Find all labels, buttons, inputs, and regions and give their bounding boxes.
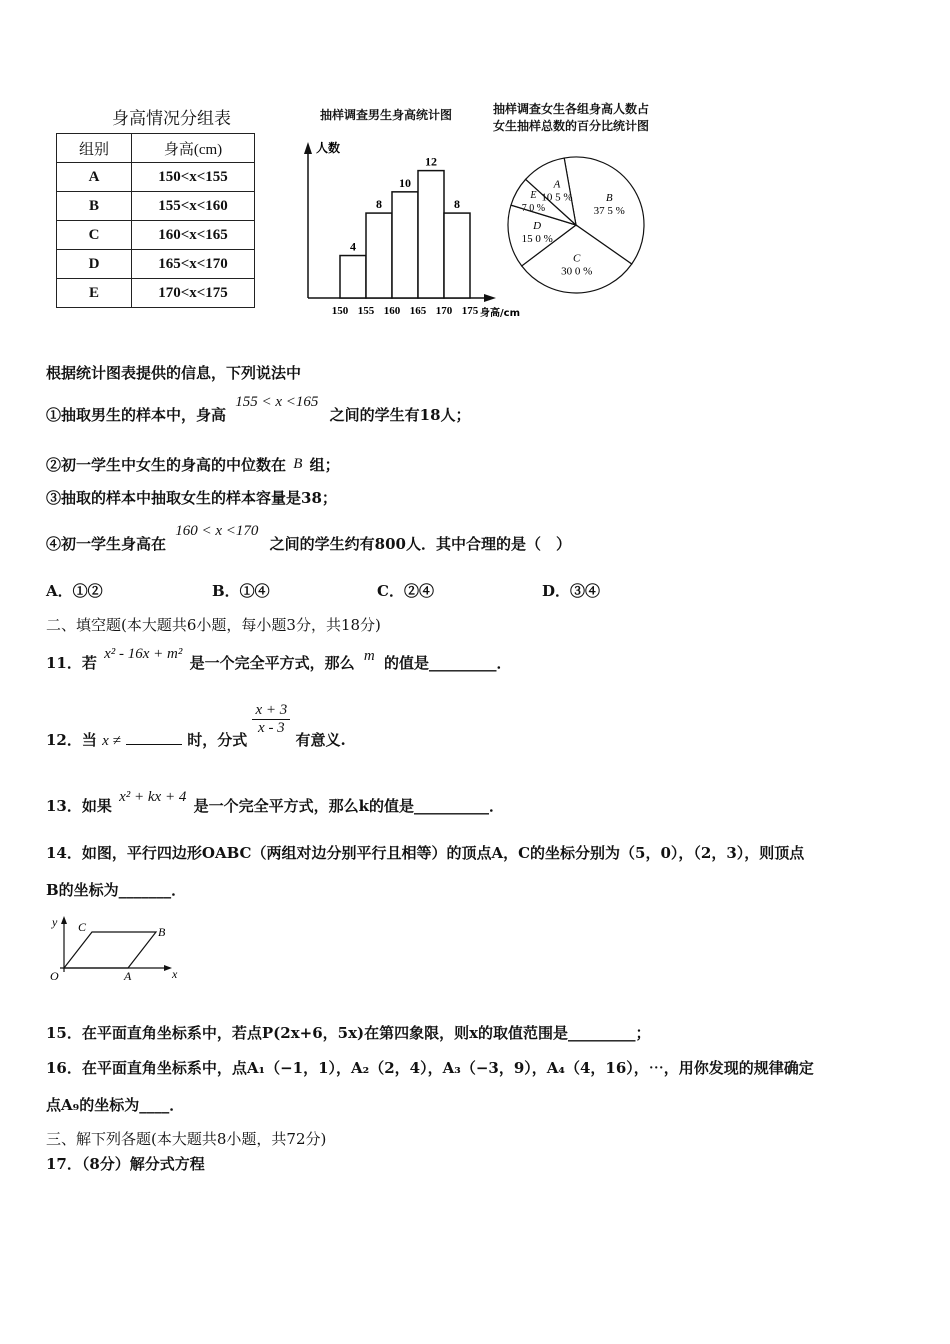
pie-label-B: B	[605, 191, 613, 204]
pie-label-C: C	[573, 252, 581, 265]
parallelogram-figure	[44, 912, 194, 987]
pie-label-D: D	[533, 219, 542, 232]
fig-label-a: A	[124, 969, 132, 983]
q12-post: 有意义.	[295, 730, 346, 749]
range-cell: 170<x<175	[132, 279, 255, 308]
table-row	[57, 192, 255, 221]
q12	[46, 702, 346, 749]
q10-statement-2	[46, 454, 340, 475]
q13	[46, 789, 504, 816]
q10-option-d[interactable]: D．③④	[542, 582, 601, 600]
q10-statement-4	[46, 523, 571, 554]
q16-line2: 点A₉的坐标为____．	[46, 1096, 185, 1114]
range-cell: 165<x<170	[132, 250, 255, 279]
table-header-height: 身高(cm)	[132, 134, 255, 163]
s4-pre: ④初一学生身高在	[46, 535, 167, 553]
q11-math: x² - 16x + m²	[104, 646, 183, 662]
q12-math: x ≠	[102, 732, 121, 749]
x-tick-label: 175	[461, 305, 479, 317]
bar-160-165	[392, 192, 418, 298]
group-cell: C	[57, 221, 132, 250]
section-2-heading: 二、填空题(本大题共6小题，每小题3分，共18分)	[46, 616, 381, 634]
x-tick-label: 170	[435, 305, 453, 317]
s1-pre: ①抽取男生的样本中，身高	[46, 406, 227, 424]
q10-statement-3: ③抽取的样本中抽取女生的样本容量是38；	[46, 489, 337, 507]
table-row	[57, 250, 255, 279]
fig-label-b: B	[158, 925, 166, 939]
bar-value-label: 8	[454, 197, 460, 212]
table-header-group: 组别	[57, 134, 132, 163]
pie-percent-C: 30 0 %	[561, 265, 593, 278]
range-cell: 155<x<160	[132, 192, 255, 221]
group-cell: D	[57, 250, 132, 279]
q10-option-a[interactable]: A．①②	[46, 582, 103, 600]
q12-answer-blank[interactable]	[126, 730, 182, 745]
bar-170-175	[444, 213, 470, 298]
pie-percent-A: 10 5 %	[541, 191, 573, 204]
group-cell: B	[57, 192, 132, 221]
s2-math: B	[293, 456, 303, 472]
q12-fraction	[252, 702, 290, 737]
q14-line1: 14．如图，平行四边形OABC（两组对边分别平行且相等）的顶点A，C的坐标分别为（5，0），（2，3），则顶点	[46, 844, 805, 862]
q11-post: 的值是_________．	[383, 654, 512, 672]
parallelogram	[64, 932, 156, 968]
s4-post: 之间的学生约有800人．其中合理的是（ ）	[269, 535, 571, 553]
pie-percent-E: 7 0 %	[521, 202, 546, 214]
bar-value-label: 10	[399, 175, 411, 190]
q10-option-c[interactable]: C．②④	[377, 582, 434, 600]
bar-value-label: 12	[425, 154, 437, 169]
pie-percent-B: 37 5 %	[593, 204, 625, 217]
x-tick-label: 165	[409, 305, 427, 317]
bar-150-155	[340, 256, 366, 298]
q17: 17．（8分）解分式方程	[46, 1155, 205, 1173]
x-tick-label: 155	[357, 305, 375, 317]
s2-post: 组；	[309, 456, 340, 474]
q10-statement-1	[46, 394, 471, 425]
bar-value-label: 8	[376, 197, 382, 212]
range-cell: 160<x<165	[132, 221, 255, 250]
q10-stem: 根据统计图表提供的信息，下列说法中	[46, 364, 302, 382]
group-cell: A	[57, 163, 132, 192]
q11	[46, 646, 512, 673]
q16-line1: 16．在平面直角坐标系中，点A₁（−1，1），A₂（2，4），A₃（−3，9），A₄（4，16），⋯，用你发现的规律确定	[46, 1059, 814, 1077]
section-3-heading: 三、解下列各题(本大题共8小题，共72分)	[46, 1130, 327, 1148]
fig-label-o: O	[50, 969, 59, 983]
fig-x-arrow	[164, 965, 172, 971]
s1-math: 155 < x <165	[235, 394, 319, 410]
q12-pre: 12．当	[46, 730, 97, 749]
x-tick-label: 160	[383, 305, 401, 317]
q15: 15．在平面直角坐标系中，若点P(2x+6，5x)在第四象限，则x的取值范围是_________；	[46, 1024, 651, 1042]
x-axis-arrow	[484, 294, 496, 302]
s2-pre: ②初一学生中女生的身高的中位数在	[46, 456, 287, 474]
pie-chart-title	[493, 101, 649, 135]
q11-mid: 是一个完全平方式，那么	[189, 654, 355, 672]
pie-title-line1: 抽样调查女生各组身高人数占	[493, 102, 650, 116]
fig-label-x: x	[172, 967, 178, 981]
bar-chart	[290, 130, 530, 320]
fig-label-c: C	[78, 920, 87, 934]
fraction-denominator: x - 3	[258, 720, 285, 736]
pie-percent-D: 15 0 %	[521, 232, 553, 245]
x-axis-label: 身高/cm	[480, 308, 520, 319]
fig-y-arrow	[61, 916, 67, 924]
q13-math: x² + kx + 4	[119, 789, 187, 805]
table-row	[57, 163, 255, 192]
y-axis-arrow	[304, 142, 312, 154]
bar-value-label: 4	[350, 239, 356, 254]
q12-mid: 时，分式	[187, 730, 248, 749]
fig-label-y: y	[52, 915, 58, 929]
q13-post: 是一个完全平方式，那么k的值是__________．	[193, 797, 504, 815]
x-tick-label: 150	[331, 305, 349, 317]
q10-option-b[interactable]: B．①④	[212, 582, 270, 600]
bar-chart-title: 抽样调查男生身高统计图	[320, 108, 453, 122]
pie-label-A: A	[553, 178, 561, 191]
pie-chart	[506, 140, 656, 310]
pie-label-E: E	[530, 189, 537, 201]
q11-var: m	[363, 648, 375, 664]
table-row	[57, 221, 255, 250]
s1-post: 之间的学生有18人；	[329, 406, 471, 424]
bar-155-160	[366, 213, 392, 298]
bar-165-170	[418, 171, 444, 298]
table-row	[57, 279, 255, 308]
fraction-numerator: x + 3	[252, 702, 290, 720]
range-cell: 150<x<155	[132, 163, 255, 192]
q11-pre: 11．若	[46, 654, 97, 672]
group-cell: E	[57, 279, 132, 308]
table-title: 身高情况分组表	[112, 109, 231, 128]
q14-line2: B的坐标为_______．	[46, 881, 187, 899]
pie-title-line2: 女生抽样总数的百分比统计图	[493, 119, 650, 133]
height-group-table	[56, 133, 255, 308]
s4-math: 160 < x <170	[175, 523, 259, 539]
y-axis-label: 人数	[316, 141, 341, 155]
q13-pre: 13．如果	[46, 797, 112, 815]
